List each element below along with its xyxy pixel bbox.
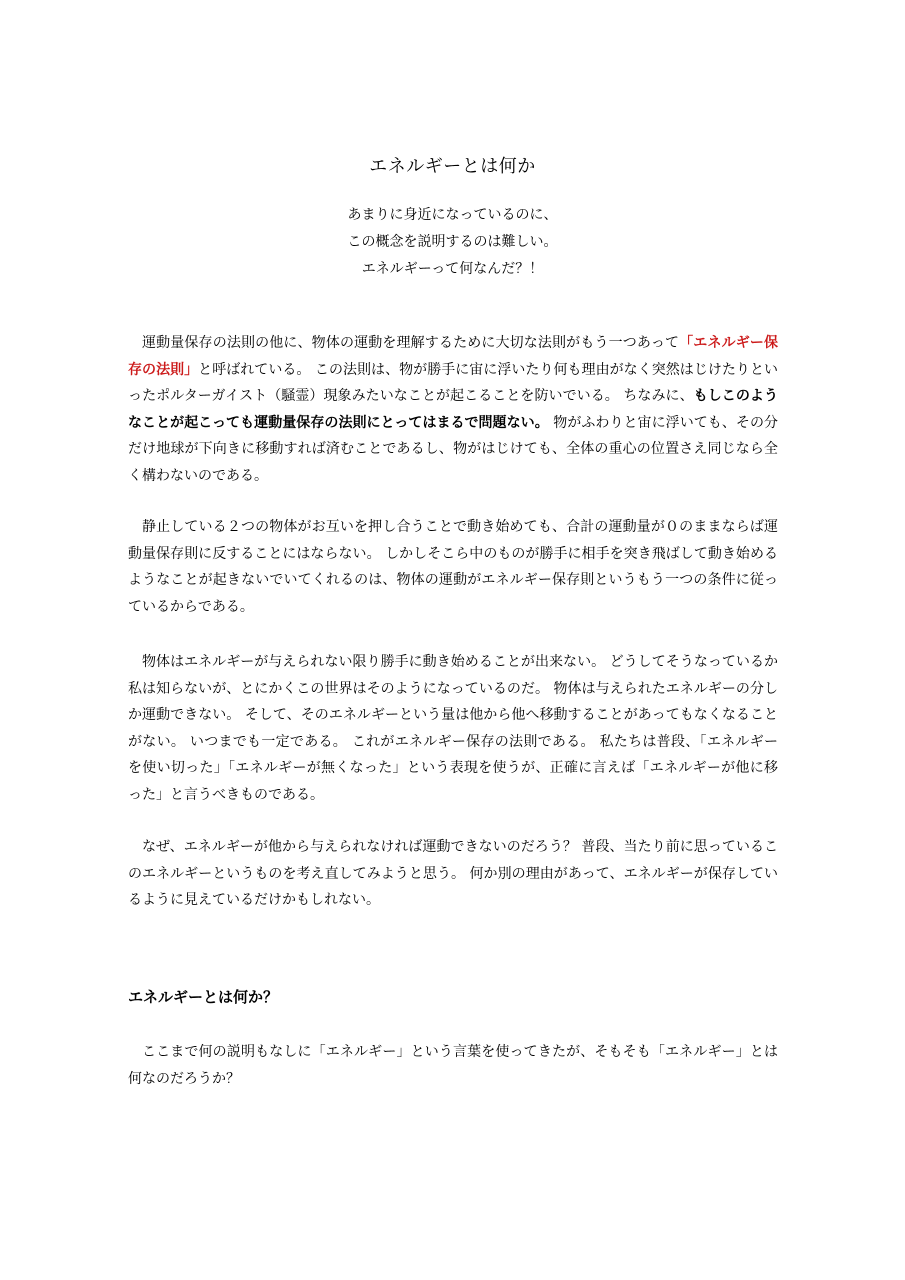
paragraph-3 — [128, 649, 778, 809]
paragraph-1-text-c: 物がふわりと宙に浮いても、その分だけ地球が下向きに移動すれば済むことであるし、物がはじけても、全体の重心の位置さえ同じなら全く構わないのである。 — [128, 414, 778, 484]
intro-block — [0, 202, 905, 283]
paragraph-2 — [128, 514, 778, 620]
paragraph-5 — [128, 1039, 778, 1092]
intro-line: エネルギーって何なんだ？！ — [361, 261, 544, 277]
paragraph-4 — [128, 834, 778, 914]
page-title: エネルギーとは何か — [369, 156, 536, 177]
paragraph-5-text: ここまで何の説明もなしに「エネルギー」という言葉を使ってきたが、そもそも「エネルギー」とは何なのだろうか？ — [128, 1044, 778, 1087]
paragraph-1-text-a: 運動量保存の法則の他に、物体の運動を理解するために大切な法則がもう一つあって — [142, 335, 680, 351]
intro-line: あまりに身近になっているのに、 — [347, 207, 558, 223]
paragraph-1 — [128, 330, 778, 490]
paragraph-4-text: なぜ、エネルギーが他から与えられなければ運動できないのだろう？ 普段、当たり前に思っているこのエネルギーというものを考え直してみようと思う。 何か別の理由があって、エネルギーが保存しているように見えているだけかもしれない。 — [128, 839, 778, 909]
paragraph-1-bold: もしこのようなことが起こっても運動量保存の法則にとってはまるで問題ない。 — [128, 388, 778, 431]
paragraph-3-text: 物体はエネルギーが与えられない限り勝手に動き始めることが出来ない。 どうしてそうなっているか私は知らないが、とにかくこの世界はそのようになっているのだ。 物体は与えられたエネルギーの分しか運動できない。 そして、そのエネルギーという量は他から他へ移動することがあってもなくなることがない。 いつまでも一定である。 これがエネルギー保存の法則である。 私たちは普段、「エネルギーを使い切った」「エネルギーが無くなった」という表現を使うが、正確に言えば「エネルギーが他に移った」と言うべきものである。 — [128, 654, 778, 803]
paragraph-1-text-b: と呼ばれている。 この法則は、物が勝手に宙に浮いたり何も理由がなく突然はじけたりといったポルターガイスト（騒霊）現象みたいなことが起こることを防いでいる。 ちなみに、 — [128, 361, 778, 405]
section-heading: エネルギーとは何か？ — [128, 988, 279, 1006]
paragraph-2-text: 静止している２つの物体がお互いを押し合うことで動き始めても、合計の運動量が０のままならば運動量保存則に反することにはならない。 しかしそこら中のものが勝手に相手を突き飛ばして動き始めるようなことが起きないでいてくれるのは、物体の運動がエネルギー保存則というもう一つの条件に従っているからである。 — [128, 519, 778, 615]
intro-line: この概念を説明するのは難しい。 — [347, 234, 558, 250]
energy-conservation-highlight: 「エネルギー保存の法則」 — [128, 335, 779, 378]
